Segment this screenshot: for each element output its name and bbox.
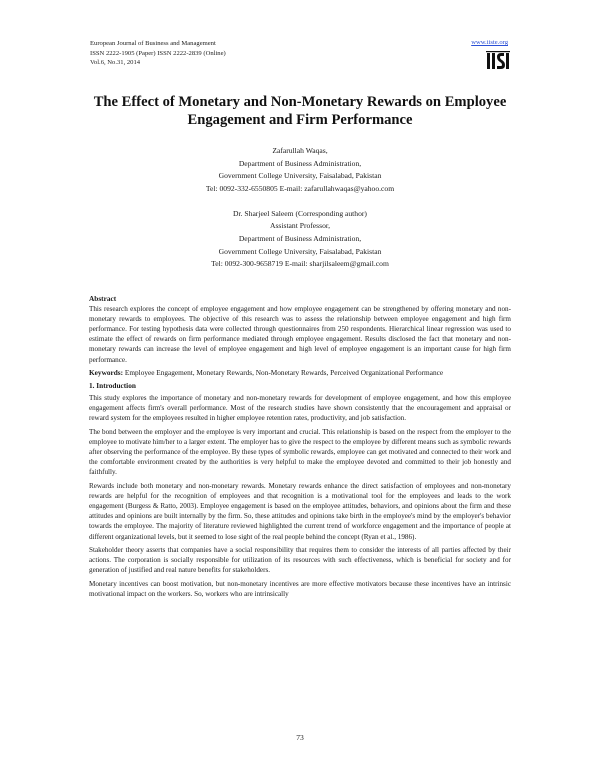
author1-department: Department of Business Administration,: [238, 158, 362, 168]
title-line-2: Engagement and Firm Performance: [187, 112, 413, 128]
paper-title: [60, 93, 540, 129]
author1-name: Zafarullah Waqas,: [272, 146, 328, 155]
author-block: [100, 145, 500, 271]
journal-volume: Vol.6, No.31, 2014: [90, 59, 141, 67]
intro-paragraph: Stakeholder theory asserts that companies have a social responsibility that requires them to consider the interests of all parties affected by their actions. The corporation is socially responsible for utilization of its resources with such effectiveness, which is beneficial for society and for generation of justified and real nature benefits for stakeholders.: [89, 546, 511, 575]
author2-role: Assistant Professor,: [269, 221, 331, 231]
journal-issn: ISSN 2222-1905 (Paper) ISSN 2222-2839 (Online): [90, 49, 226, 57]
keywords-text: Employee Engagement, Monetary Rewards, Non-Monetary Rewards, Perceived Organizational Performance: [123, 367, 444, 377]
author2-department: Department of Business Administration,: [238, 233, 362, 243]
keywords: [89, 368, 511, 378]
iiste-logo-icon: [486, 51, 510, 71]
intro-paragraph: Monetary incentives can boost motivation, but non-monetary incentives are more effective motivators because these incentives have an intrinsic motivational impact on the workers. So, workers who are intrinsically: [89, 580, 511, 599]
title-line-1: The Effect of Monetary and Non-Monetary Rewards on Employee: [93, 94, 507, 110]
author1-university: Government College University, Faisalabad, Pakistan: [218, 171, 382, 181]
section-heading-introduction: 1. Introduction: [89, 381, 136, 391]
keywords-label: Keywords:: [89, 367, 124, 377]
journal-logo: [486, 51, 510, 71]
author2-university: Government College University, Faisalabad, Pakistan: [218, 246, 382, 256]
author2-contact: Tel: 0092-300-9658719 E-mail: sharjilsaleem@gmail.com: [211, 259, 389, 269]
author1-contact: Tel: 0092-332-6550805 E-mail: zafarullahwaqas@yahoo.com: [205, 183, 395, 193]
intro-paragraph: This study explores the importance of monetary and non-monetary rewards for development of employee engagement, and how this employee engagement affects firm's overall performance. Most of the research studies have shown consistently that the encouragement and appraisal or reward system for the employees resulted in higher employee retention rates, productivity, and job satisfaction.: [89, 394, 511, 423]
journal-header: [90, 39, 226, 68]
journal-name: European Journal of Business and Management: [90, 40, 216, 47]
abstract-text: This research explores the concept of employee engagement and how employee engagement can be strengthened by offering monetary and non-monetary rewards to employees. The objective of this research was to assess the relationship between employee engagement and high firm performance. For testing hypothesis data were collected through questionnaires from 250 respondents. Hierarchical linear regression was used to estimate the effect of rewards on firm performance mediated through employee engagement. Results disclosed the fact that monetary and non-monetary rewards can increase the level of employee engagement and high level of employee engagement is an important cause for high firm performance.: [89, 305, 511, 364]
intro-paragraph: The bond between the employer and the employee is very important and crucial. This relationship is based on the respect from the employer to the employee to motivate him/her to a larger extent. The employer has to give the respect to the employee by different means such as symbolic rewards after observing the performance of the employee. By these types of symbolic rewards, employee can get motivated and connected to their work and the comfortable environment created by the authorities is very helpful to make the employee devoted and committed to their job honestly and faithfully.: [89, 428, 511, 477]
abstract-heading: Abstract: [89, 294, 117, 303]
page-number: 73: [296, 733, 304, 742]
paper-body: [89, 294, 511, 603]
intro-paragraph: Rewards include both monetary and non-monetary rewards. Monetary rewards enhance the direct satisfaction of employees and non-monetary rewards are helpful for the recognition of employees and that recognition is a motivational tool for the employees and leads to the work engagement (Burgess & Ratto, 2003). Employee engagement is based on the employee attitudes, behaviors, and opinions about the firm and these attitudes and opinions are built internally by the firm. So, these attitudes and opinions take birth in the employee's mind by the employer's behavior towards the employee. The majority of literature reviewed highlighted the current trend of workforce engagement and the importance of people at different organizational levels, but it seemed to lose sight of the real people behind the concept (Ryan et al., 1986).: [89, 482, 511, 541]
journal-website-link[interactable]: www.iiste.org: [471, 39, 508, 46]
author2-name: Dr. Sharjeel Saleem (Corresponding author): [233, 208, 367, 218]
